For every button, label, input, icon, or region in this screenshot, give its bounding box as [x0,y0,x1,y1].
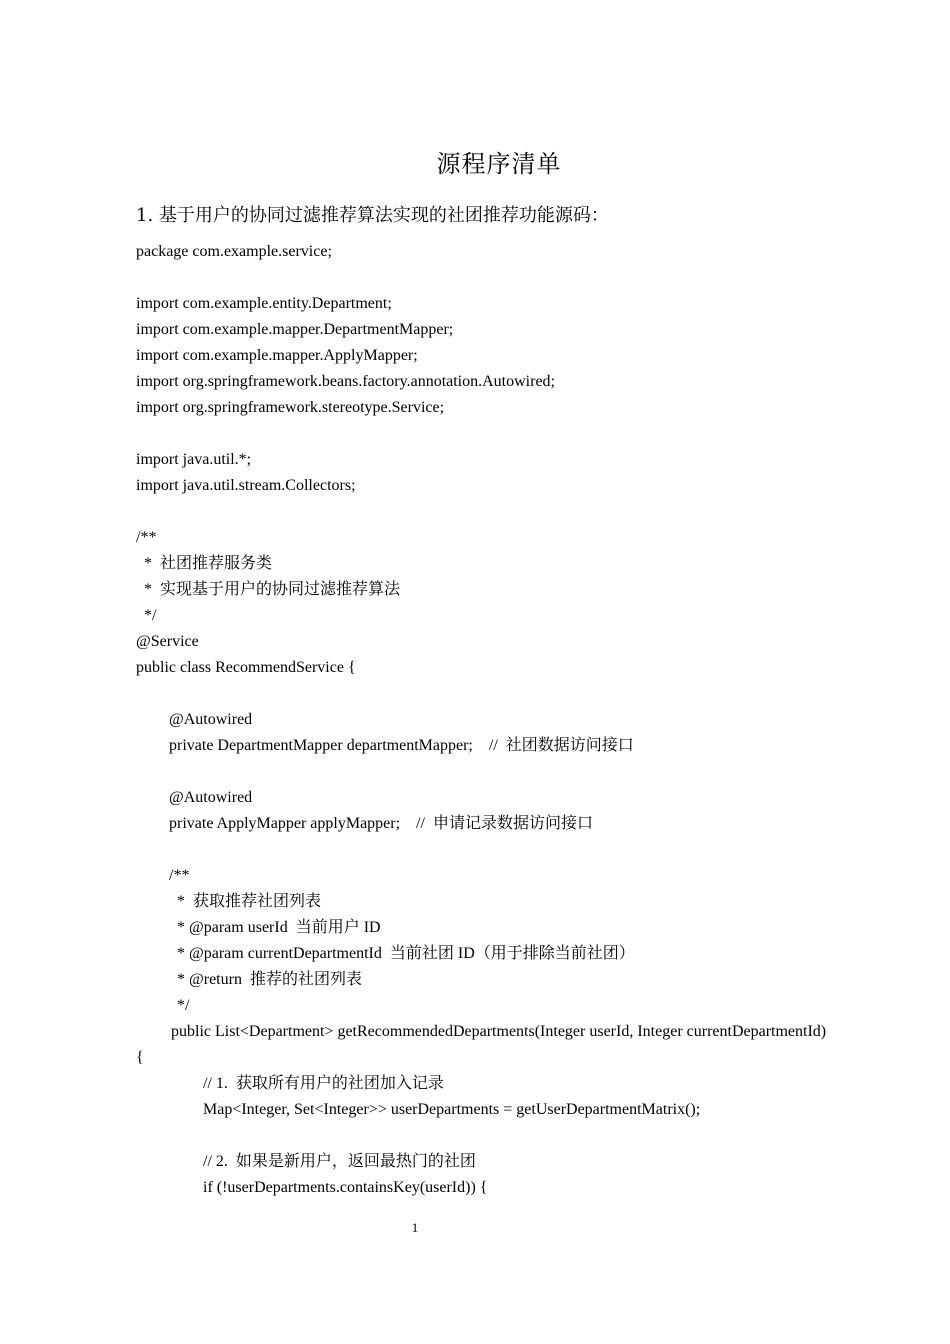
code-line: @Autowired [169,711,253,728]
page-title: 源程序清单 [436,150,562,178]
code-line: * 获取推荐社团列表 [169,893,322,910]
code-line [136,499,876,525]
code-line: if (!userDepartments.containsKey(userId)) { [203,1179,488,1196]
code-line: * @param userId 当前用户 ID [169,919,381,936]
code-line: { [136,1049,144,1066]
code-line: /** [136,529,157,546]
code-line: import com.example.mapper.ApplyMapper; [136,347,418,364]
code-line: import org.springframework.stereotype.Service; [136,399,445,416]
code-line: import java.util.stream.Collectors; [136,477,356,494]
code-line: public class RecommendService { [136,659,356,676]
code-line: import com.example.entity.Department; [136,295,392,312]
code-line [136,681,876,707]
code-line: // 2. 如果是新用户，返回最热门的社团 [203,1153,476,1170]
code-line: * 社团推荐服务类 [136,555,273,572]
code-line [136,759,876,785]
code-line: import java.util.*; [136,451,252,468]
section-heading: 1. 基于用户的协同过滤推荐算法实现的社团推荐功能源码： [136,205,609,226]
code-line: * @return 推荐的社团列表 [169,971,362,988]
code-line: Map<Integer, Set<Integer>> userDepartments = getUserDepartmentMatrix(); [203,1101,701,1118]
code-line: */ [169,997,190,1014]
code-listing [136,239,876,1201]
code-line: @Autowired [169,789,253,806]
code-line: import com.example.mapper.DepartmentMapper; [136,321,454,338]
code-line [136,837,876,863]
code-line: private DepartmentMapper departmentMapper; // 社团数据访问接口 [169,737,634,754]
code-line: public List<Department> getRecommendedDepartments(Integer userId, Integer currentDepartmentId) [171,1023,827,1040]
code-line: private ApplyMapper applyMapper; // 申请记录数据访问接口 [169,815,593,832]
code-line: * 实现基于用户的协同过滤推荐算法 [136,581,401,598]
code-line: * @param currentDepartmentId 当前社团 ID（用于排除当前社团） [169,945,635,962]
code-line: package com.example.service; [136,243,332,260]
code-line: /** [169,867,190,884]
code-line: @Service [136,633,199,650]
code-line: */ [136,607,157,624]
code-line: // 1. 获取所有用户的社团加入记录 [203,1075,444,1092]
code-line [136,421,876,447]
code-line [136,265,876,291]
code-line [136,1123,876,1149]
code-line: import org.springframework.beans.factory.annotation.Autowired; [136,373,555,390]
page-number: 1 [411,1220,419,1235]
